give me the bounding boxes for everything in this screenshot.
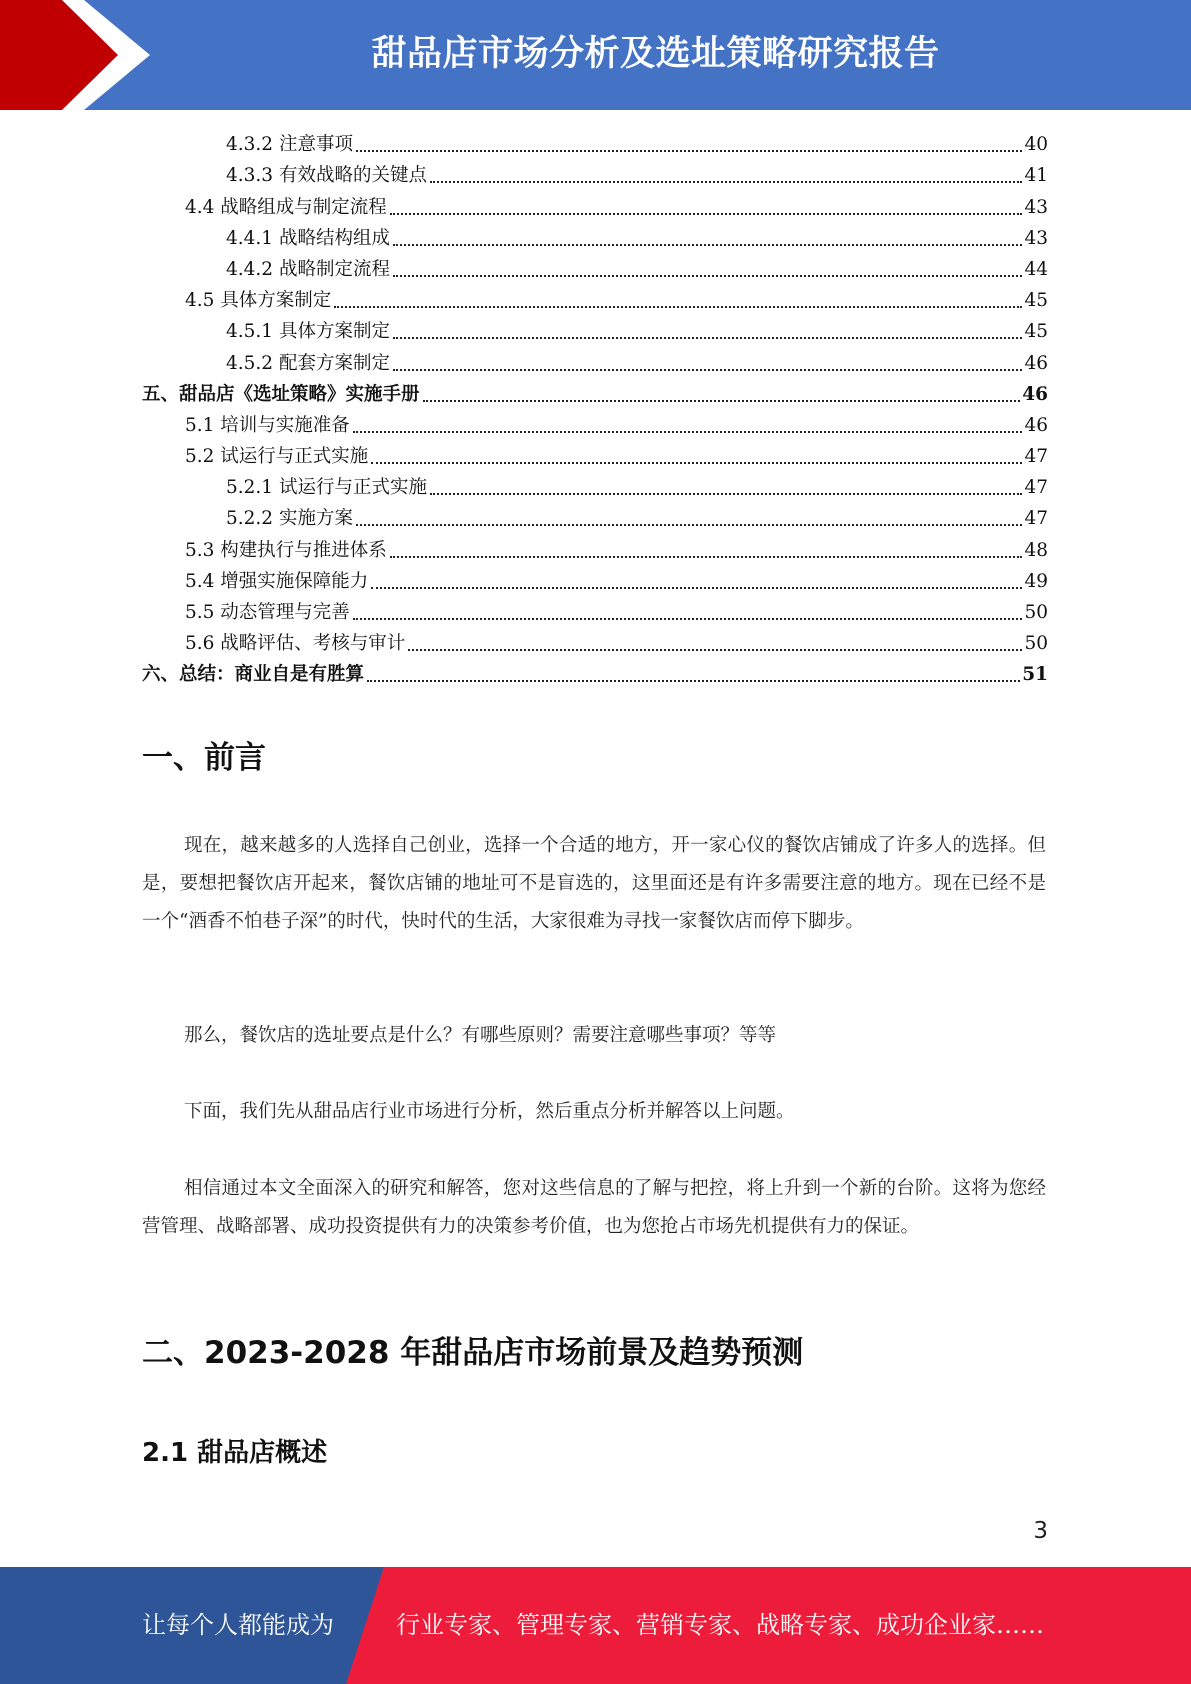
toc-entry[interactable] (142, 222, 1048, 253)
toc-entry-page: 46 (1024, 414, 1048, 436)
toc-dot-leader (334, 305, 1022, 308)
toc-dot-leader (390, 555, 1023, 558)
toc-dot-leader (356, 523, 1023, 526)
toc-entry[interactable] (142, 284, 1048, 315)
toc-entry-page: 48 (1024, 539, 1048, 561)
toc-dot-leader (353, 430, 1023, 433)
toc-entry-page: 50 (1024, 602, 1048, 623)
forecast-heading: 二、2023-2028 年甜品店市场前景及趋势预测 (142, 1335, 804, 1371)
preface-paragraph-3: 下面，我们先从甜品店行业市场进行分析，然后重点分析并解答以上问题。 (184, 1101, 795, 1122)
toc-entry-label: 5.6 战略评估、考核与审计 (185, 633, 406, 655)
toc-entry[interactable] (142, 315, 1048, 346)
toc-entry-label: 5.2 试运行与正式实施 (185, 446, 369, 468)
toc-entry-label: 六、总结：商业自是有胜算 (142, 664, 365, 686)
table-of-contents (142, 128, 1048, 689)
toc-dot-leader (367, 679, 1020, 682)
toc-entry-label: 5.4 增强实施保障能力 (185, 570, 369, 592)
toc-entry-label: 4.3.3 有效战略的关键点 (226, 165, 427, 187)
toc-entry-label: 4.3.2 注意事项 (226, 134, 353, 156)
preface-paragraph-2: 那么，餐饮店的选址要点是什么？有哪些原则？需要注意哪些事项？等等 (184, 1025, 777, 1046)
page-number: 3 (1033, 1518, 1048, 1544)
toc-entry[interactable] (142, 253, 1048, 284)
toc-entry-page: 47 (1024, 477, 1048, 499)
toc-entry[interactable] (142, 128, 1048, 159)
toc-entry-page: 45 (1024, 290, 1048, 312)
toc-entry-label: 五、甜品店《选址策略》实施手册 (142, 383, 420, 405)
preface-paragraph-1: 现在，越来越多的人选择自己创业，选择一个合适的地方，开一家心仪的餐饮店铺成了许多人的选择。但是，要想把餐饮店开起来，餐饮店铺的地址可不是盲选的，这里面还是有许多需要注意的地方。现在已经不是一个“酒香不怕巷子深”的时代，快时代的生活，大家很难为寻找一家餐饮店而停下脚步。 (142, 835, 1046, 932)
preface-heading: 一、前言 (142, 740, 266, 776)
toc-entry[interactable] (142, 409, 1048, 440)
toc-entry-page: 43 (1024, 227, 1048, 249)
footer-slogan-left: 让每个人都能成为 (142, 1611, 334, 1639)
toc-entry-label: 5.2.1 试运行与正式实施 (226, 477, 427, 499)
toc-dot-leader (430, 492, 1022, 495)
toc-entry-page: 47 (1024, 446, 1048, 468)
toc-entry-label: 4.4 战略组成与制定流程 (185, 196, 387, 218)
toc-dot-leader (371, 461, 1022, 464)
toc-entry-page: 46 (1024, 352, 1048, 374)
footer-slogan-right: 行业专家、管理专家、营销专家、战略专家、成功企业家…… (396, 1611, 1044, 1639)
toc-entry[interactable] (142, 533, 1048, 564)
toc-entry-page: 44 (1024, 258, 1048, 280)
toc-entry[interactable] (142, 346, 1048, 377)
toc-dot-leader (353, 617, 1023, 620)
toc-entry-page: 43 (1024, 196, 1048, 218)
toc-dot-leader (430, 180, 1022, 183)
toc-dot-leader (371, 586, 1022, 589)
toc-dot-leader (423, 399, 1021, 402)
toc-entry-label: 4.4.1 战略结构组成 (226, 227, 390, 249)
toc-entry[interactable] (142, 565, 1048, 596)
toc-dot-leader (393, 336, 1022, 339)
toc-dot-leader (393, 243, 1022, 246)
toc-entry-page: 51 (1022, 664, 1048, 686)
toc-entry[interactable] (142, 658, 1048, 689)
toc-entry-page: 49 (1024, 570, 1048, 592)
report-title: 甜品店市场分析及选址策略研究报告 (371, 34, 940, 74)
toc-dot-leader (390, 212, 1023, 215)
toc-entry[interactable] (142, 190, 1048, 221)
toc-entry-page: 45 (1024, 321, 1048, 343)
toc-entry[interactable] (142, 596, 1048, 627)
toc-entry-label: 5.2.2 实施方案 (226, 508, 353, 530)
toc-dot-leader (356, 149, 1023, 152)
toc-entry-label: 4.5.2 配套方案制定 (226, 352, 390, 374)
toc-dot-leader (408, 648, 1022, 651)
toc-entry-page: 41 (1024, 165, 1048, 187)
toc-entry-label: 5.5 动态管理与完善 (185, 602, 350, 623)
toc-entry-page: 40 (1024, 134, 1048, 156)
toc-entry-label: 5.3 构建执行与推进体系 (185, 539, 387, 561)
toc-entry[interactable] (142, 471, 1048, 502)
header-banner (0, 0, 1191, 110)
toc-entry[interactable] (142, 159, 1048, 190)
toc-dot-leader (393, 368, 1022, 371)
toc-entry[interactable] (142, 502, 1048, 533)
preface-paragraph-4: 相信通过本文全面深入的研究和解答，您对这些信息的了解与把控，将上升到一个新的台阶。这将为您经营管理、战略部署、成功投资提供有力的决策参考价值，也为您抢占市场先机提供有力的保证。 (142, 1178, 1046, 1237)
toc-entry-label: 5.1 培训与实施准备 (185, 414, 350, 436)
toc-entry[interactable] (142, 378, 1048, 409)
toc-entry-label: 4.5 具体方案制定 (185, 290, 332, 312)
toc-dot-leader (393, 274, 1022, 277)
toc-entry-page: 46 (1022, 383, 1048, 405)
footer-banner (0, 1567, 1191, 1684)
toc-entry[interactable] (142, 440, 1048, 471)
toc-entry-label: 4.5.1 具体方案制定 (226, 321, 390, 343)
toc-entry-label: 4.4.2 战略制定流程 (226, 258, 390, 280)
toc-entry[interactable] (142, 627, 1048, 658)
toc-entry-page: 50 (1024, 633, 1048, 655)
toc-entry-page: 47 (1024, 508, 1048, 530)
overview-subheading: 2.1 甜品店概述 (142, 1438, 328, 1468)
header-arrow-decoration (0, 0, 160, 110)
